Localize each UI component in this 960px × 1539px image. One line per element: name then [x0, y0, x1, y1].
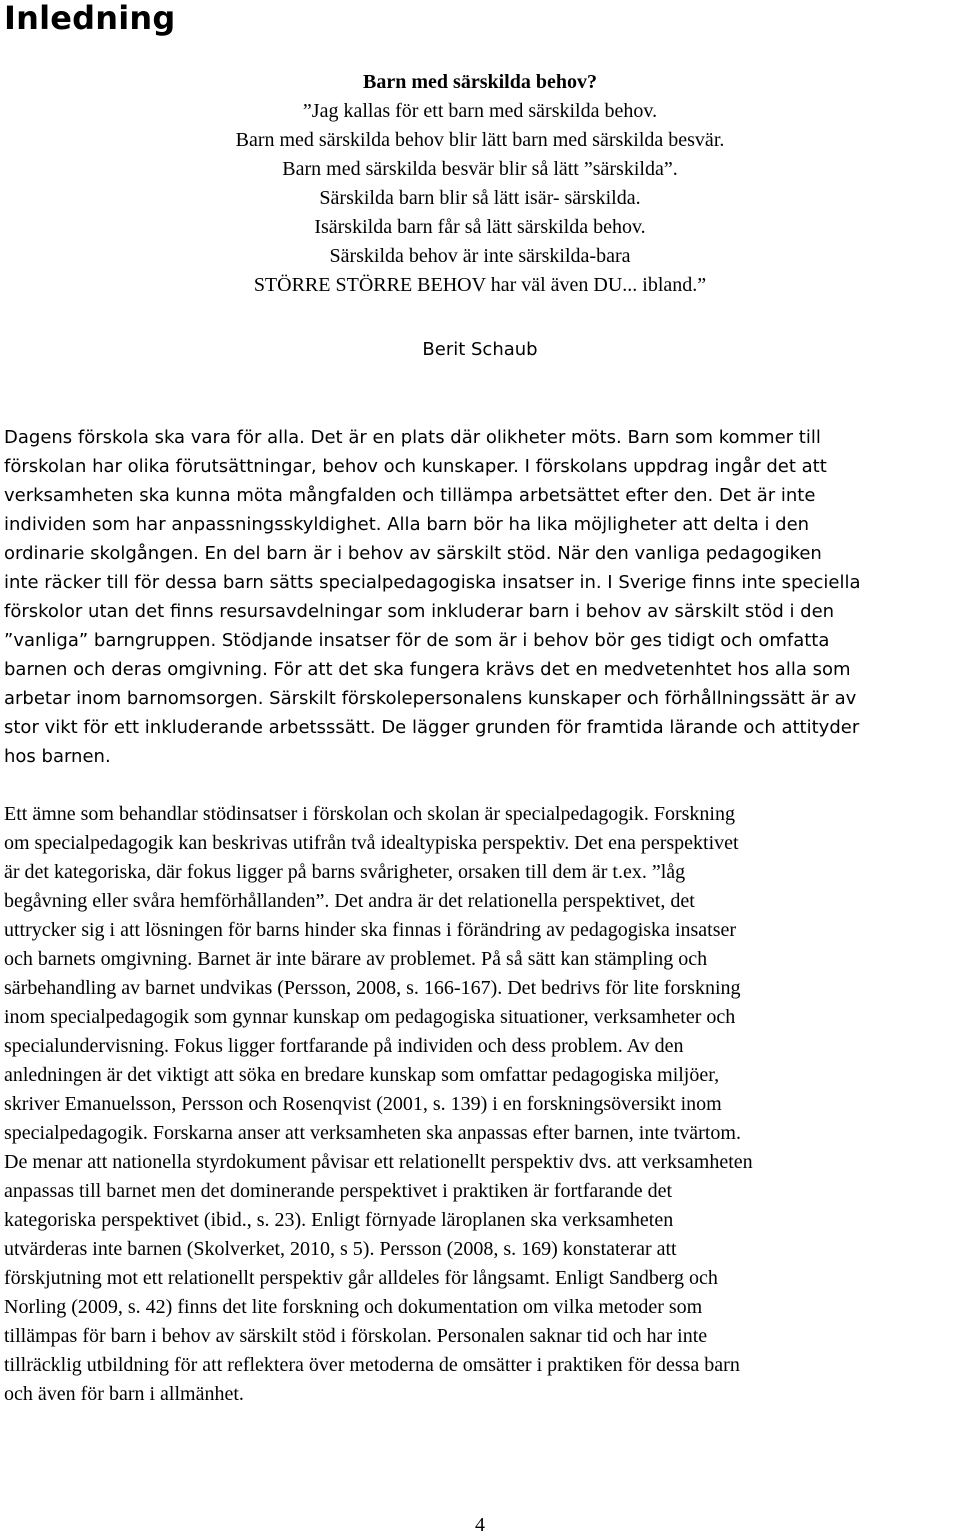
text-line: specialundervisning. Fokus ligger fortfarande på individen och dess problem. Av den [4, 1035, 684, 1057]
text-line: förskolor utan det finns resursavdelningar som inkluderar barn i behov av särskilt stöd i den [4, 601, 835, 622]
page-heading: Inledning [4, 0, 176, 37]
text-line: arbetar inom barnomsorgen. Särskilt förskolepersonalens kunskaper och förhållningssätt är av [4, 688, 857, 709]
paragraph-intro [4, 423, 952, 771]
text-line: och även för barn i allmänhet. [4, 1383, 244, 1405]
poem-title: Barn med särskilda behov? [363, 71, 597, 93]
text-line: Dagens förskola ska vara för alla. Det är en plats där olikheter möts. Barn som kommer till [4, 427, 821, 448]
text-line: individen som har anpassningsskyldighet. Alla barn bör ha lika möjligheter att delta i den [4, 514, 810, 535]
poem-line: Isärskilda barn får så lätt särskilda behov. [314, 216, 646, 238]
text-line: om specialpedagogik kan beskrivas utifrån två idealtypiska perspektiv. Det ena perspektivet [4, 832, 739, 854]
text-line: ”vanliga” barngruppen. Stödjande insatser för de som är i behov bör ges tidigt och omfatta [4, 630, 830, 651]
poem-line: STÖRRE STÖRRE BEHOV har väl även DU... ibland.” [253, 274, 707, 296]
text-line: förskjutning mot ett relationellt perspektiv går alldeles för långsamt. Enligt Sandberg och [4, 1267, 718, 1289]
text-line: Norling (2009, s. 42) finns det lite forskning och dokumentation om vilka metoder som [4, 1296, 703, 1318]
text-line: begåvning eller svåra hemförhållanden”. Det andra är det relationella perspektivet, det [4, 890, 695, 912]
poem-line: Barn med särskilda besvär blir så lätt ”särskilda”. [282, 158, 678, 180]
text-line: förskolan har olika förutsättningar, behov och kunskaper. I förskolans uppdrag ingår det att [4, 456, 827, 477]
text-line: skriver Emanuelsson, Persson och Rosenqvist (2001, s. 139) i en forskningsöversikt inom [4, 1093, 722, 1115]
text-line: särbehandling av barnet undvikas (Persson, 2008, s. 166-167). Det bedrivs för lite forskning [4, 977, 741, 999]
text-line: uttrycker sig i att lösningen för barns hinder ska finnas i förändring av pedagogiska insatser [4, 919, 737, 941]
poem-line: ”Jag kallas för ett barn med särskilda behov. [302, 100, 658, 122]
text-line: stor vikt för ett inkluderande arbetsssätt. De lägger grunden för framtida lärande och attityder [4, 717, 860, 738]
text-line: barnen och deras omgivning. För att det ska fungera krävs det en medvetenhtet hos alla som [4, 659, 851, 680]
poem-line: Barn med särskilda behov blir lätt barn med särskilda besvär. [235, 129, 725, 151]
poem-line: Särskilda barn blir så lätt isär- särskilda. [319, 187, 641, 209]
text-line: ordinarie skolgången. En del barn är i behov av särskilt stöd. När den vanliga pedagogiken [4, 543, 822, 564]
text-line: hos barnen. [4, 746, 111, 767]
text-line: utvärderas inte barnen (Skolverket, 2010, s 5). Persson (2008, s. 169) konstaterar att [4, 1238, 677, 1260]
text-line: och barnets omgivning. Barnet är inte bärare av problemet. På så sätt kan stämpling och [4, 948, 708, 970]
text-line: tillräcklig utbildning för att reflektera över metoderna de omsätter i praktiken för dessa barn [4, 1354, 740, 1376]
text-line: inte räcker till för dessa barn sätts specialpedagogiska insatser in. I Sverige finns inte speciella [4, 572, 861, 593]
text-line: anpassas till barnet men det dominerande perspektivet i praktiken är fortfarande det [4, 1180, 673, 1202]
text-line: specialpedagogik. Forskarna anser att verksamheten ska anpassas efter barnen, inte tvärtom. [4, 1122, 741, 1144]
poem [0, 68, 960, 300]
page-number: 4 [475, 1514, 485, 1536]
text-line: verksamheten ska kunna möta mångfalden och tillämpa arbetsättet efter den. Det är inte [4, 485, 816, 506]
poem-line: Särskilda behov är inte särskilda-bara [329, 245, 631, 267]
text-line: kategoriska perspektivet (ibid., s. 23). Enligt förnyade läroplanen ska verksamheten [4, 1209, 674, 1231]
text-line: är det kategoriska, där fokus ligger på barns svårigheter, orsaken till dem är t.ex. ”låg [4, 861, 686, 883]
text-line: Ett ämne som behandlar stödinsatser i förskolan och skolan är specialpedagogik. Forskning [4, 803, 735, 825]
text-line: anledningen är det viktigt att söka en bredare kunskap som omfattar pedagogiska miljöer, [4, 1064, 720, 1086]
paragraph-specialpedagogik [4, 800, 952, 1409]
text-line: inom specialpedagogik som gynnar kunskap om pedagogiska situationer, verksamheter och [4, 1006, 736, 1028]
text-line: De menar att nationella styrdokument påvisar ett relationellt perspektiv dvs. att verksamheten [4, 1151, 753, 1173]
text-line: tillämpas för barn i behov av särskilt stöd i förskolan. Personalen saknar tid och har inte [4, 1325, 708, 1347]
poem-author: Berit Schaub [422, 339, 538, 360]
